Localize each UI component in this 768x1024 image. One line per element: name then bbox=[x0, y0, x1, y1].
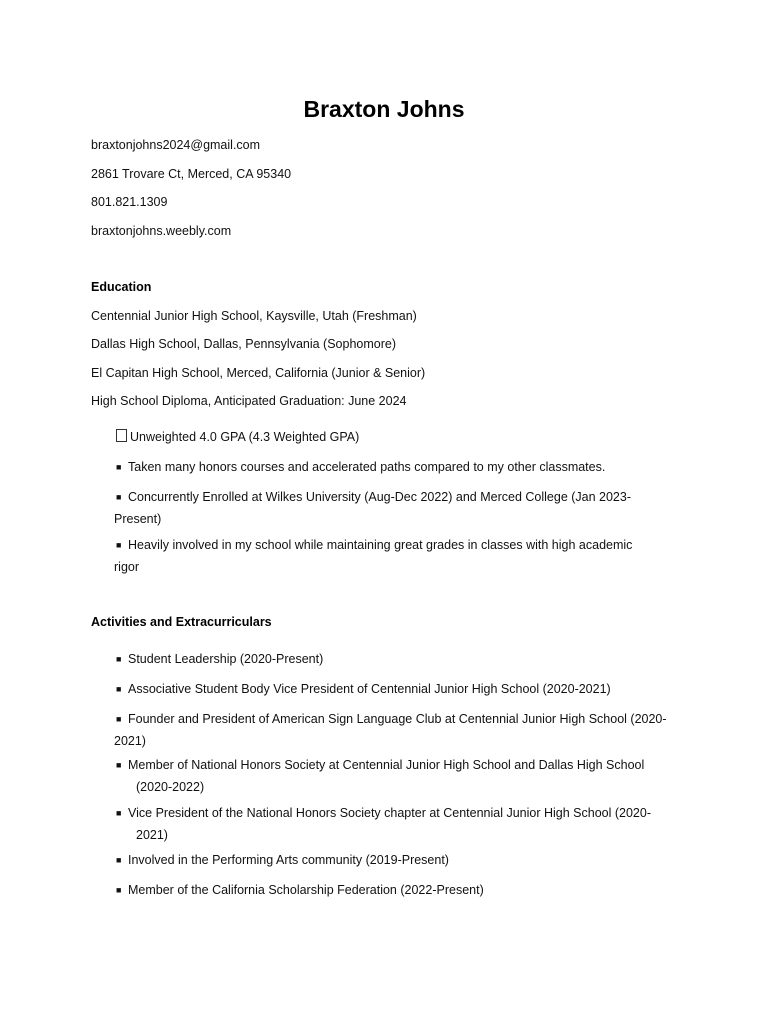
education-school-2: Dallas High School, Dallas, Pennsylvania (Sophomore) bbox=[91, 337, 397, 351]
website-text: braxtonjohns.weebly.com bbox=[91, 224, 232, 238]
activity-item-2: ■ Associative Student Body Vice President of Centennial Junior High School (2020-2021) bbox=[116, 682, 611, 696]
phone-text: 801.821.1309 bbox=[91, 195, 168, 209]
address-text: 2861 Trovare Ct, Merced, CA 95340 bbox=[91, 167, 292, 181]
education-bullet-honors: ■ Taken many honors courses and accelerated paths compared to my other classmates. bbox=[116, 460, 606, 474]
activity-item-6: ■ Involved in the Performing Arts community (2019-Present) bbox=[116, 853, 449, 867]
education-school-1: Centennial Junior High School, Kaysville, Utah (Freshman) bbox=[91, 309, 417, 323]
activity-item-5: ■ Vice President of the National Honors Society chapter at Centennial Junior High School (2020- 2021) bbox=[116, 806, 651, 842]
education-heading: Education bbox=[91, 280, 152, 294]
resume-name: Braxton Johns bbox=[303, 96, 465, 122]
activities-heading: Activities and Extracurriculars bbox=[91, 615, 272, 629]
education-bullet-enrolled: ■ Concurrently Enrolled at Wilkes University (Aug-Dec 2022) and Merced College (Jan 2023- Present) bbox=[114, 490, 632, 526]
activity-item-7: ■ Member of the California Scholarship Federation (2022-Present) bbox=[116, 883, 484, 897]
email-text: braxtonjohns2024@gmail.com bbox=[91, 138, 261, 152]
activity-item-1: ■ Student Leadership (2020-Present) bbox=[116, 652, 324, 666]
activity-item-3: ■ Founder and President of American Sign Language Club at Centennial Junior High School (2020- 2021) bbox=[114, 712, 667, 748]
activity-item-4: ■ Member of National Honors Society at Centennial Junior High School and Dallas High School (2020-2022) bbox=[116, 758, 645, 794]
education-bullet-involved: ■ Heavily involved in my school while maintaining great grades in classes with high academic rigor bbox=[114, 538, 633, 574]
education-school-3: El Capitan High School, Merced, California (Junior & Senior) bbox=[91, 366, 426, 380]
education-bullet-gpa: Unweighted 4.0 GPA (4.3 Weighted GPA) bbox=[116, 426, 672, 448]
missing-glyph-icon bbox=[116, 429, 127, 442]
education-diploma: High School Diploma, Anticipated Graduation: June 2024 bbox=[91, 394, 407, 408]
